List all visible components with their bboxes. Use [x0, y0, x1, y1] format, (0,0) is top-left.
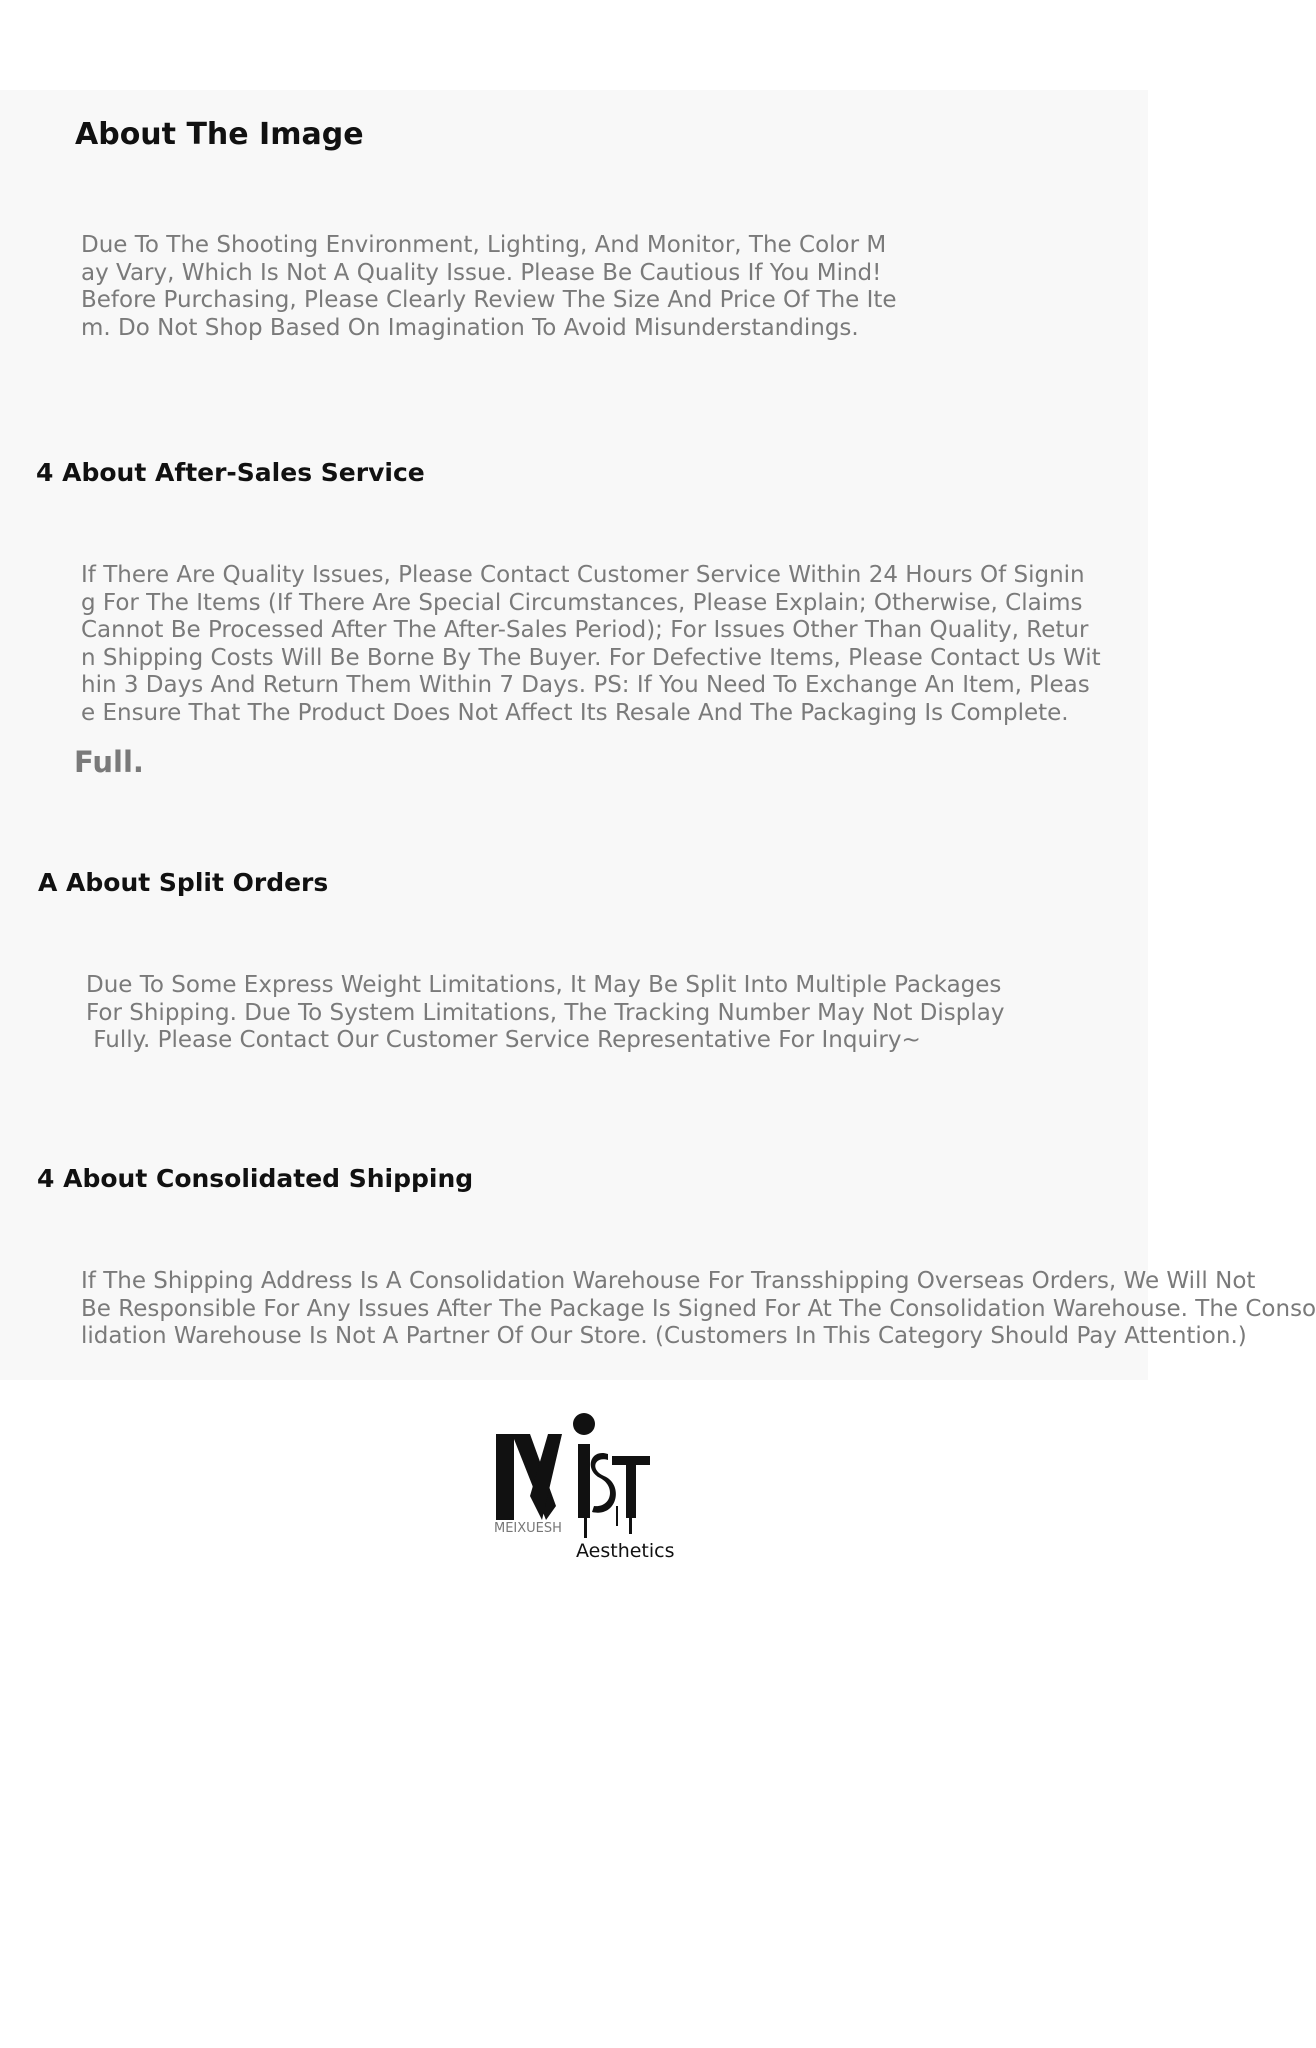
section-body-consolidated-shipping	[81, 1268, 1316, 1351]
text-line: g For The Items (If There Are Special Circumstances, Please Explain; Otherwise, Claims	[81, 589, 1083, 616]
section-body-split-orders	[86, 972, 1126, 1055]
brand-tagline: Aesthetics	[576, 1540, 675, 1562]
text-line: n Shipping Costs Will Be Borne By The Buyer. For Defective Items, Please Contact Us Wit	[81, 644, 1101, 671]
section-title-after-sales: 4 About After-Sales Service	[36, 458, 425, 487]
text-line: If There Are Quality Issues, Please Contact Customer Service Within 24 Hours Of Signin	[81, 562, 1085, 588]
section-body-after-sales	[81, 562, 1148, 727]
text-line: ay Vary, Which Is Not A Quality Issue. Please Be Cautious If You Mind!	[81, 259, 882, 286]
text-line: Be Responsible For Any Issues After The Package Is Signed For At The Consolidation Warehouse. The Conso	[81, 1295, 1316, 1322]
section-title-split-orders: A About Split Orders	[38, 868, 329, 897]
text-line: If The Shipping Address Is A Consolidation Warehouse For Transshipping Overseas Orders, We Will Not	[81, 1268, 1256, 1294]
mst-logo-icon	[490, 1408, 660, 1546]
text-line: hin 3 Days And Return Them Within 7 Days. PS: If You Need To Exchange An Item, Pleas	[81, 672, 1090, 698]
text-line: For Shipping. Due To System Limitations, The Tracking Number May Not Display	[86, 999, 1005, 1026]
text-line: Cannot Be Processed After The After-Sales Period); For Issues Other Than Quality, Retur	[81, 617, 1089, 643]
text-line: Due To The Shooting Environment, Lighting, And Monitor, The Color M	[81, 232, 887, 258]
brand-logo	[490, 1408, 660, 1546]
text-line: m. Do Not Shop Based On Imagination To Avoid Misunderstandings.	[81, 314, 859, 341]
logo-wordmark: MEIXUESH	[494, 1521, 562, 1536]
section-title-consolidated-shipping: 4 About Consolidated Shipping	[37, 1164, 474, 1193]
text-line: Before Purchasing, Please Clearly Review The Size And Price Of The Ite	[81, 287, 897, 313]
text-line: e Ensure That The Product Does Not Affect Its Resale And The Packaging Is Complete.	[81, 699, 1069, 726]
after-sales-note: Full.	[74, 745, 144, 779]
text-line: Fully. Please Contact Our Customer Service Representative For Inquiry~	[86, 1027, 921, 1053]
section-body-about-image	[81, 232, 1041, 342]
text-line: lidation Warehouse Is Not A Partner Of Our Store. (Customers In This Category Should Pay Attention.)	[81, 1323, 1247, 1349]
section-title-about-image: About The Image	[75, 117, 364, 152]
text-line: Due To Some Express Weight Limitations, It May Be Split Into Multiple Packages	[86, 972, 1002, 998]
